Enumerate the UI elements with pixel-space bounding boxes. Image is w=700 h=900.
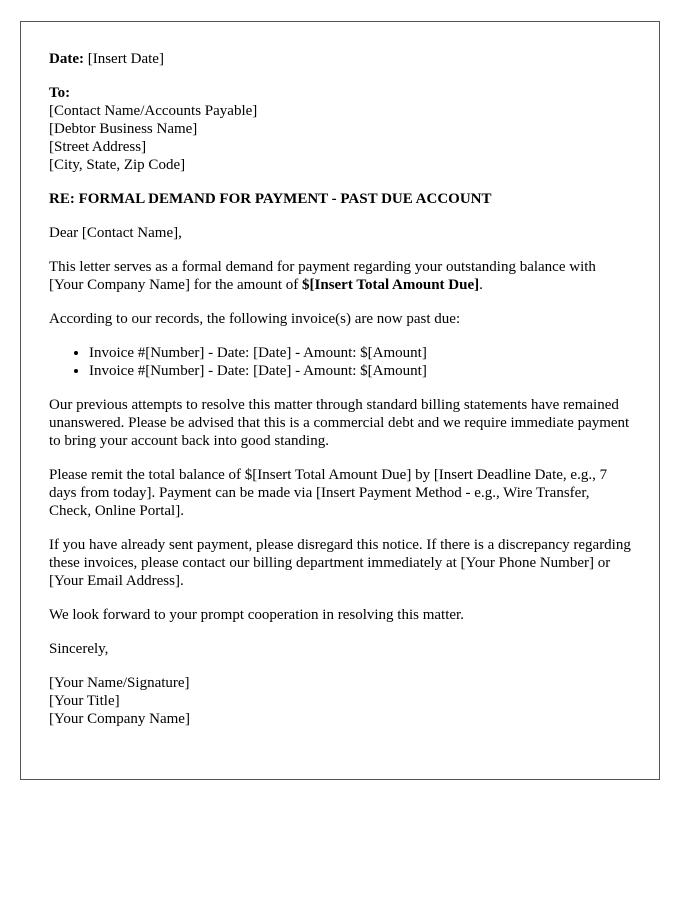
invoice-item: • Invoice #[Number] - Date: [Date] - Amount: $[Amount] xyxy=(89,362,631,380)
paragraph-demand-end: . xyxy=(479,277,483,293)
paragraph-disregard: If you have already sent payment, please disregard this notice. If there is a discrepancy regarding these invoices, please contact our billing department immediately at [Your Phone Number] or [Your Email Address]. xyxy=(49,537,631,589)
paragraph-remit: Please remit the total balance of $[Insert Total Amount Due] by [Insert Deadline Date, e.g., 7 days from today]. Payment can be made via [Insert Payment Method - e.g., Wire Transfer, Check, Online Portal]. xyxy=(49,467,608,519)
recipient-block xyxy=(49,84,631,174)
recipient-street: [Street Address] xyxy=(49,139,147,155)
subject-line: RE: FORMAL DEMAND FOR PAYMENT - PAST DUE ACCOUNT xyxy=(49,191,492,207)
date-line xyxy=(49,50,631,68)
paragraph-demand xyxy=(49,258,631,294)
paragraph-records: According to our records, the following invoice(s) are now past due: xyxy=(49,311,461,327)
signature-company: [Your Company Name] xyxy=(49,711,190,727)
letter-frame xyxy=(20,21,660,780)
paragraph-demand-amount: $[Insert Total Amount Due] xyxy=(302,277,480,293)
paragraph-cooperation: We look forward to your prompt cooperation in resolving this matter. xyxy=(49,607,464,623)
paragraph-previous-attempts: Our previous attempts to resolve this matter through standard billing statements have remained unanswered. Please be advised that this is a commercial debt and we require immediate payment to bring your account back into good standing. xyxy=(49,397,630,449)
closing: Sincerely, xyxy=(49,641,109,657)
paragraph-demand-text: This letter serves as a formal demand for payment regarding your outstanding balance with [Your Company Name] for the amount of xyxy=(49,259,596,293)
signature-name: [Your Name/Signature] xyxy=(49,675,190,691)
signature-title: [Your Title] xyxy=(49,693,120,709)
recipient-city: [City, State, Zip Code] xyxy=(49,157,186,173)
invoice-item: • Invoice #[Number] - Date: [Date] - Amount: $[Amount] xyxy=(89,344,631,362)
recipient-business: [Debtor Business Name] xyxy=(49,121,198,137)
date-label: Date: xyxy=(49,51,84,67)
signature-block xyxy=(49,674,631,728)
salutation: Dear [Contact Name], xyxy=(49,225,182,241)
invoice-list xyxy=(49,344,631,380)
recipient-label: To: xyxy=(49,85,71,101)
date-value: [Insert Date] xyxy=(87,51,164,67)
recipient-contact: [Contact Name/Accounts Payable] xyxy=(49,103,258,119)
